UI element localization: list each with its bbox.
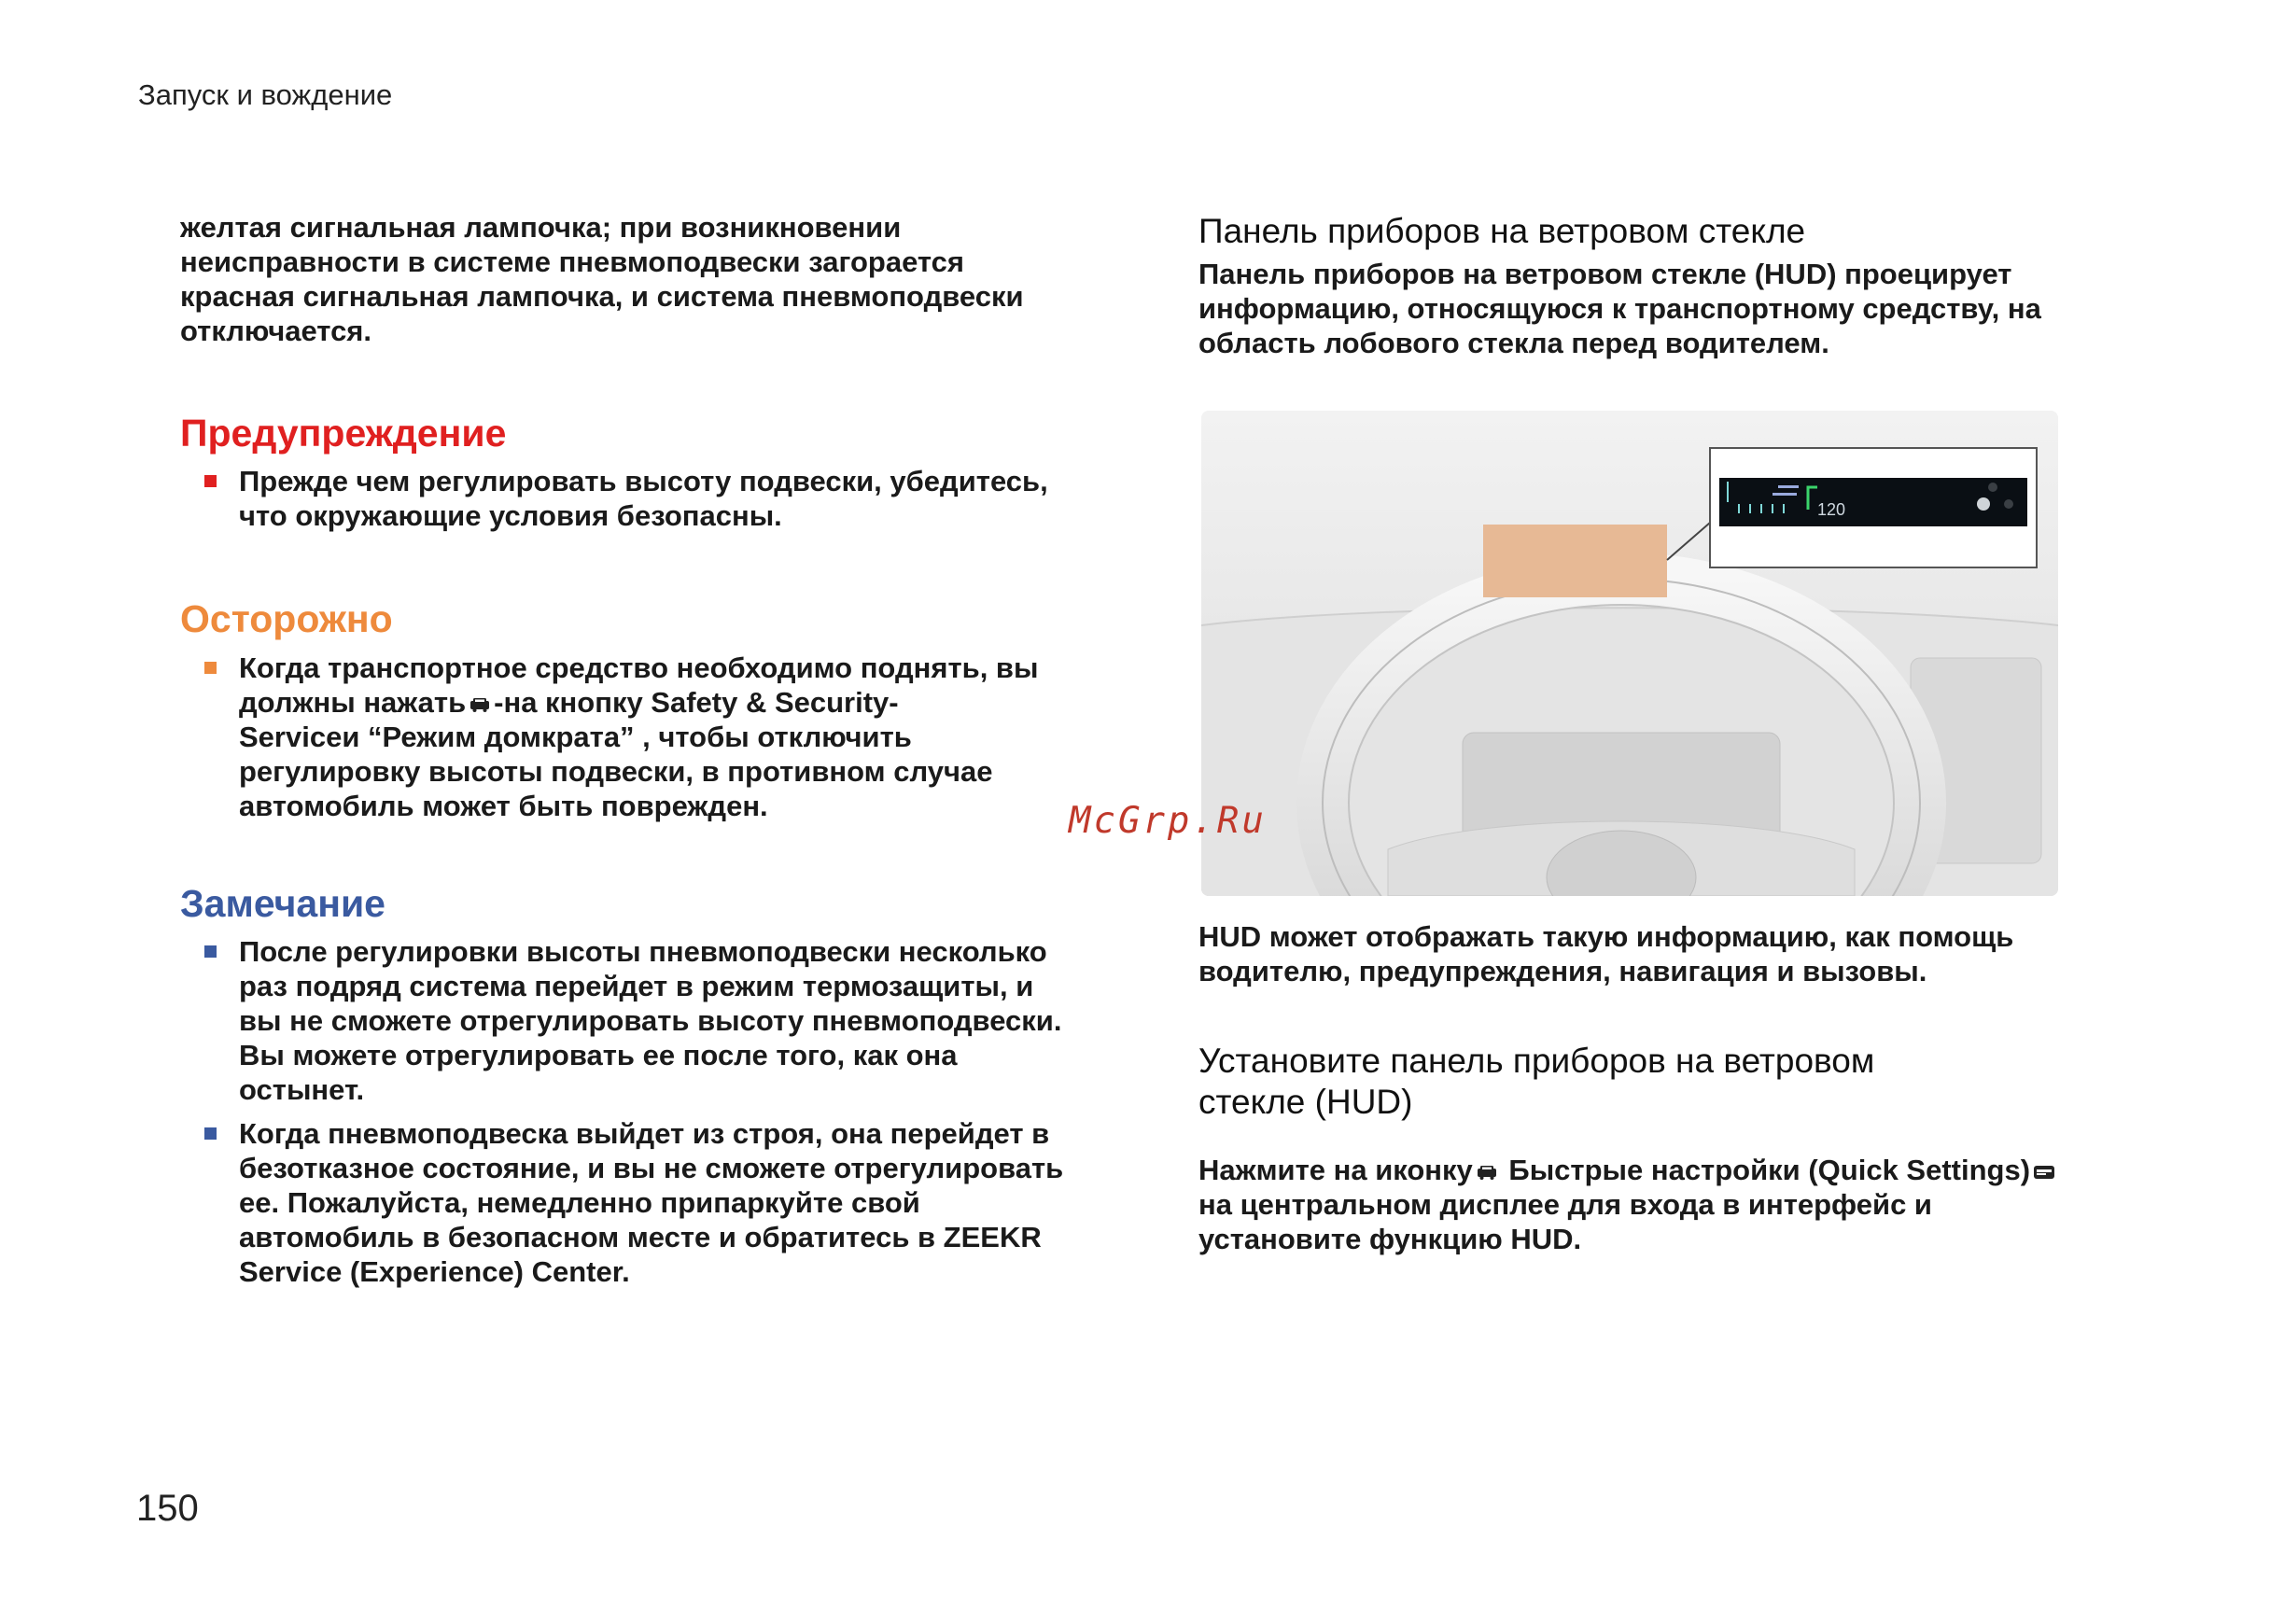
note-line: вы не сможете отрегулировать высоту пневмоподвески. <box>239 1004 1062 1037</box>
caution-line: регулировку высоты подвески, в противном случае <box>239 755 993 788</box>
note-line: раз подряд система перейдет в режим термозащиты, и <box>239 970 1034 1002</box>
warning-item <box>180 464 1123 533</box>
hud-speed: 120 <box>1817 500 1846 519</box>
warning-line: Прежде чем регулировать высоту подвески, убедитесь, <box>239 465 1048 497</box>
note-line: ее. Пожалуйста, немедленно припаркуйте свой <box>239 1186 920 1219</box>
hud-desc-line: область лобового стекла перед водителем. <box>1198 327 1829 359</box>
page-number: 150 <box>136 1488 199 1529</box>
watermark-text: McGrp.Ru <box>1069 800 1267 842</box>
hud-description <box>1198 257 2132 360</box>
caution-heading: Осторожно <box>180 597 393 640</box>
dashboard-drawing <box>1201 411 2058 896</box>
caution-line: автомобиль может быть поврежден. <box>239 790 768 822</box>
intro-line: желтая сигнальная лампочка; при возникновении <box>180 211 902 244</box>
note-item <box>180 1116 1132 1289</box>
hud-info <box>1198 919 2132 988</box>
intro-line: красная сигнальная лампочка, и система пневмоподвески <box>180 280 1024 313</box>
note-line: После регулировки высоты пневмоподвески несколько <box>239 935 1047 968</box>
hud-info-line: водителю, предупреждения, навигация и вызовы. <box>1198 955 1927 987</box>
hud-heading: Панель приборов на ветровом стекле <box>1198 212 1806 250</box>
hud-projection-area <box>1483 525 1667 597</box>
hud-indicator-icon <box>1977 497 1990 511</box>
setup-text: Нажмите на иконку <box>1198 1154 1473 1186</box>
note-line: Вы можете отрегулировать ее после того, как она <box>239 1039 958 1071</box>
note-list <box>180 934 1132 1298</box>
note-item <box>180 934 1132 1107</box>
note-line: безотказное состояние, и вы не сможете отрегулировать <box>239 1152 1064 1184</box>
watermark <box>1069 800 1267 842</box>
setup-instructions <box>1198 1153 2188 1256</box>
setup-heading-line: Установите панель приборов на ветровом <box>1198 1042 1875 1080</box>
setup-text: Быстрые настройки (Quick Settings) <box>1500 1154 2031 1186</box>
warning-list <box>180 464 1123 542</box>
setup-heading-line: стекле (HUD) <box>1198 1083 1413 1121</box>
warning-line: что окружающие условия безопасны. <box>239 499 782 532</box>
section-header: Запуск и вождение <box>138 78 393 111</box>
hud-info-line: HUD может отображать такую информацию, как помощь <box>1198 920 2014 953</box>
note-line: Когда пневмоподвеска выйдет из строя, она перейдет в <box>239 1117 1050 1150</box>
bullet-square-icon <box>204 475 217 487</box>
hud-illustration <box>1201 411 2058 896</box>
intro-paragraph <box>180 210 1114 348</box>
caution-line: Когда транспортное средство необходимо поднять, вы <box>239 651 1039 684</box>
bullet-square-icon <box>204 662 217 674</box>
hud-indicator-icon <box>1988 483 1997 492</box>
note-heading: Замечание <box>180 882 385 925</box>
car-lift-icon <box>468 696 492 713</box>
caution-line <box>239 685 1123 720</box>
caution-list <box>180 651 1123 833</box>
caution-item <box>180 651 1123 823</box>
intro-line: отключается. <box>180 315 372 347</box>
setup-heading <box>1198 1041 2132 1123</box>
note-line: автомобиль в безопасном месте и обратитесь в ZEEKR <box>239 1221 1042 1253</box>
setup-line <box>1198 1153 2188 1187</box>
bullet-square-icon <box>204 1127 217 1140</box>
hud-desc-line: информацию, относящуюся к транспортному средству, на <box>1198 292 2041 325</box>
hud-desc-line: Панель приборов на ветровом стекле (HUD) проецирует <box>1198 258 2012 290</box>
setup-line: на центральном дисплее для входа в интерфейс и <box>1198 1188 1932 1221</box>
caution-line: Serviceи “Режим домкрата” , чтобы отключить <box>239 721 912 753</box>
hud-indicator-icon <box>2004 499 2013 509</box>
note-line: Service (Experience) Center. <box>239 1255 630 1288</box>
caution-text: -на кнопку Safety & Security- <box>494 686 899 719</box>
car-settings-icon <box>1475 1164 1499 1181</box>
warning-heading: Предупреждение <box>180 412 507 455</box>
bullet-square-icon <box>204 945 217 958</box>
caution-text: должны нажать <box>239 686 467 719</box>
note-line: остынет. <box>239 1073 365 1106</box>
intro-line: неисправности в системе пневмоподвески загорается <box>180 245 964 278</box>
quick-settings-icon <box>2032 1164 2056 1181</box>
setup-line: установите функцию HUD. <box>1198 1223 1582 1255</box>
